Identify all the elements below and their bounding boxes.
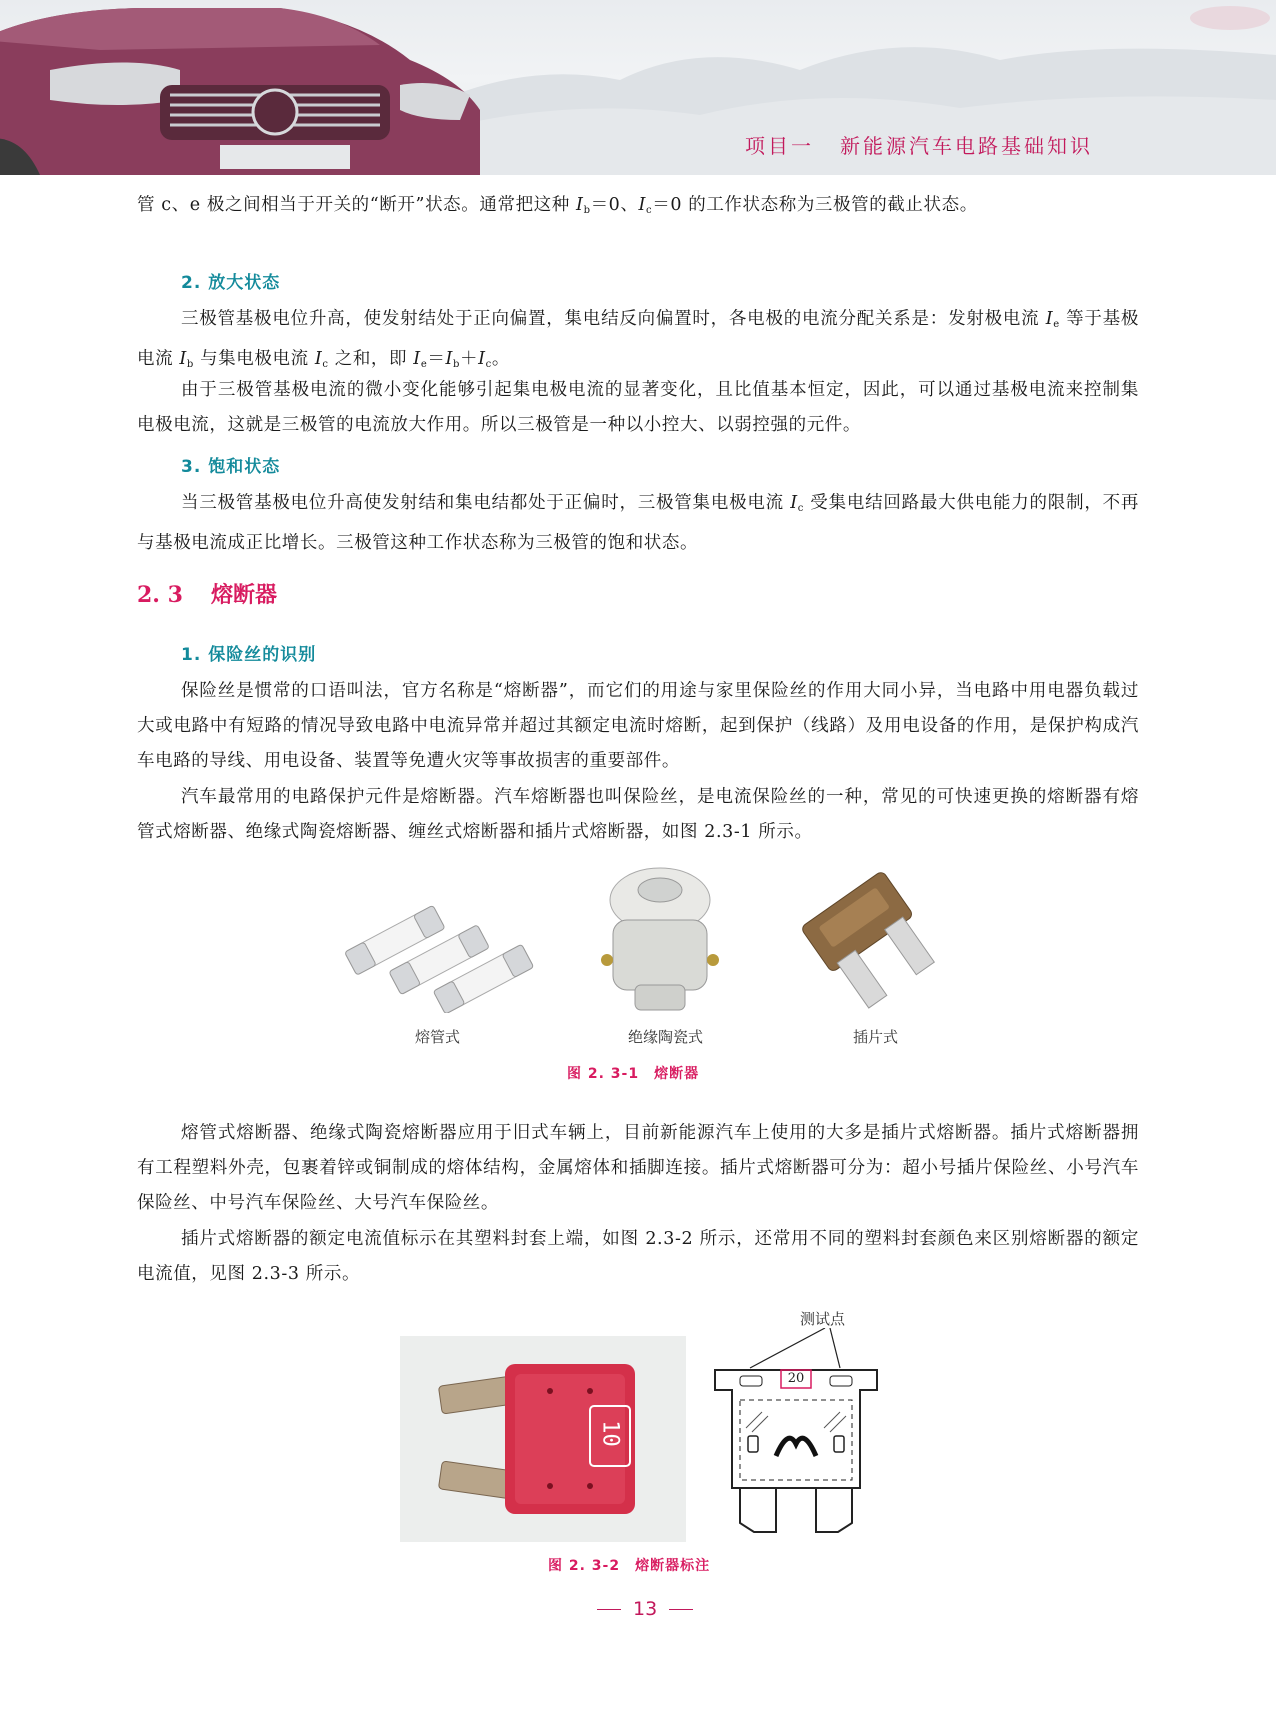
blade-fuse-diagram	[710, 1328, 882, 1536]
car-image	[0, 0, 520, 175]
photo-rating-mark: 10	[597, 1420, 623, 1447]
blade-fuse-image	[800, 870, 940, 1010]
page-number-dash-right	[669, 1609, 693, 1610]
heading-amplify-state: 2. 放大状态	[181, 273, 281, 293]
heading-fuse-identification: 1. 保险丝的识别	[181, 645, 317, 665]
heading-saturation-state: 3. 饱和状态	[181, 457, 281, 477]
blade-fuse-paragraph-1: 熔管式熔断器、绝缘式陶瓷熔断器应用于旧式车辆上，目前新能源汽车上使用的大多是插片式熔断器。插片式熔断器拥有工程塑料外壳，包裹着锌或铜制成的熔体结构，金属熔体和插脚连接。插片式熔断器可分为：超小号插片保险丝、小号汽车保险丝、中号汽车保险丝、大号汽车保险丝。	[137, 1123, 1139, 1213]
fig2-caption: 图 2. 3-2 熔断器标注	[548, 1558, 711, 1574]
fig1-label-ceramic: 绝缘陶瓷式	[628, 1028, 704, 1046]
test-point-label: 测试点	[800, 1310, 846, 1328]
diagram-rating-value: 20	[787, 1371, 805, 1386]
header-title	[745, 130, 1093, 159]
blade-fuse-paragraph-2: 插片式熔断器的额定电流值标示在其塑料封套上端，如图 2.3-2 所示，还常用不同的塑料封套颜色来区别熔断器的额定电流值，见图 2.3-3 所示。	[137, 1229, 1139, 1284]
fig1-label-blade: 插片式	[853, 1028, 899, 1046]
amplify-paragraph-2: 由于三极管基极电流的微小变化能够引起集电极电流的显著变化，且比值基本恒定，因此，可以通过基极电流来控制集电极电流，这就是三极管的电流放大作用。所以三极管是一种以小控大、以弱控强的元件。	[137, 380, 1139, 435]
amplify-paragraph-1: 三极管基极电位升高，使发射结处于正向偏置，集电结反向偏置时，各电极的电流分配关系是：发射极电流 $I_e$ 等于基极电流 $I_b$ 与集电极电流 $I_c$ 之和，即 $I_e=I_b+I_c$。	[137, 309, 1140, 370]
ceramic-fuse-image	[595, 860, 725, 1020]
intro-paragraph: 管 c、e 极之间相当于开关的“断开”状态。通常把这种 $I_b=0$、$I_c=0$ 的工作状态称为三极管的截止状态。	[137, 195, 978, 216]
header-banner	[0, 0, 1276, 175]
header-chapter-title: 新能源汽车电路基础知识	[840, 134, 1093, 158]
cartridge-fuse-image	[340, 868, 540, 1013]
page-number-dash-left	[597, 1609, 621, 1610]
fuse-paragraph-2: 汽车最常用的电路保护元件是熔断器。汽车熔断器也叫保险丝，是电流保险丝的一种，常见的可快速更换的熔断器有熔管式熔断器、绝缘式陶瓷熔断器、缠丝式熔断器和插片式熔断器，如图 2.3-1 所示。	[137, 787, 1139, 842]
header-project: 项目一	[745, 134, 814, 158]
section-title: 熔断器	[210, 583, 277, 608]
fig1-label-cartridge: 熔管式	[415, 1028, 461, 1046]
fig1-caption: 图 2. 3-1 熔断器	[567, 1066, 700, 1082]
page-number: 13	[585, 1598, 705, 1620]
blade-fuse-photo-drawing	[400, 1336, 686, 1542]
section-heading-fuse	[137, 578, 277, 609]
section-number: 2. 3	[137, 582, 183, 608]
blade-fuse-photo	[400, 1336, 686, 1542]
fuse-paragraph-1: 保险丝是惯常的口语叫法，官方名称是“熔断器”，而它们的用途与家里保险丝的作用大同小异，当电路中用电器负载过大或电路中有短路的情况导致电路中电流异常并超过其额定电流时熔断，起到保护（线路）及用电设备的作用，是保护构成汽车电路的导线、用电设备、装置等免遭火灾等事故损害的重要部件。	[137, 681, 1139, 771]
saturation-paragraph: 当三极管基极电位升高使发射结和集电结都处于正偏时，三极管集电极电流 $I_c$ 受集电结回路最大供电能力的限制，不再与基极电流成正比增长。三极管这种工作状态称为三极管的饱和状态。	[137, 493, 1139, 553]
